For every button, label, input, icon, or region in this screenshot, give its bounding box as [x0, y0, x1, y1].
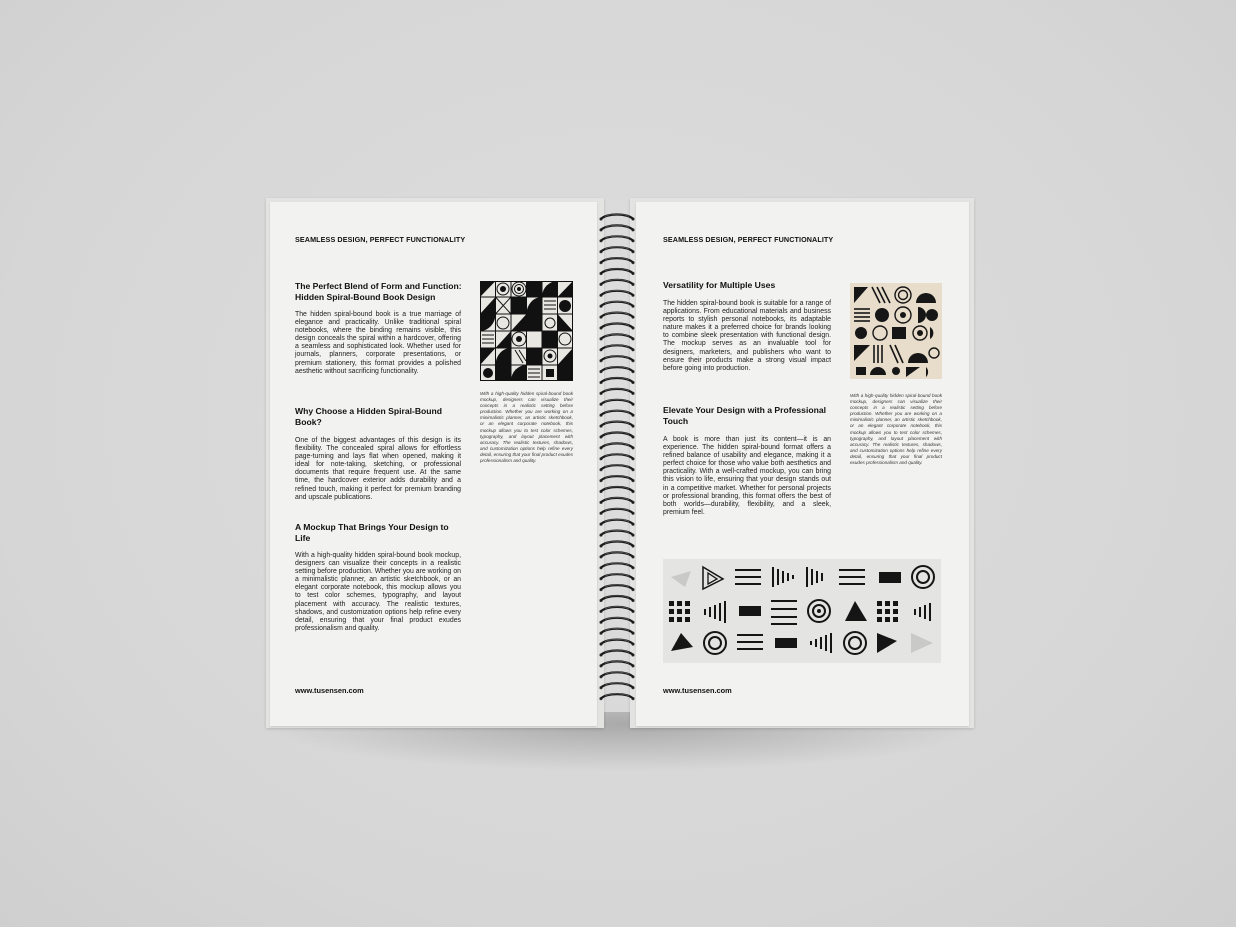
spiral-coil: [599, 607, 634, 613]
spiral-coil: [599, 421, 634, 427]
spiral-coil: [599, 334, 634, 340]
spiral-coil: [599, 214, 634, 220]
heading-form-function: The Perfect Blend of Form and Function: Hidden Spiral-Bound Book Design: [295, 281, 462, 302]
spiral-coil: [599, 650, 634, 656]
right-page: [636, 202, 969, 726]
spiral-coil: [599, 432, 634, 438]
spiral-coil: [599, 312, 634, 318]
heading-elevate: Elevate Your Design with a Professional Touch: [663, 405, 827, 426]
heading-why-choose: Why Choose a Hidden Spiral-Bound Book?: [295, 406, 443, 427]
running-head: SEAMLESS DESIGN, PERFECT FUNCTIONALITY: [295, 235, 466, 244]
image-caption: With a high-quality hidden spiral-bound book mockup, designers can visualize their concepts in a realistic setting before production. Whether you are working on a minimalistic planner, an artistic sketchbook, or an elegant corporate notebook, this mockup allows you to test color schemes, typography, and layout placement with accuracy. The realistic textures, shadows, and customization options help refine every detail, ensuring that your final product exudes professionalism and quality.: [480, 391, 573, 464]
spiral-coil: [599, 476, 634, 482]
spiral-coil: [599, 694, 634, 700]
spiral-coil: [599, 672, 634, 678]
footer-url: www.tusensen.com: [663, 686, 732, 695]
spiral-coil: [599, 454, 634, 460]
spiral-coil: [599, 661, 634, 667]
heading-mockup: A Mockup That Brings Your Design to Life: [295, 522, 449, 543]
spiral-coil: [599, 301, 634, 307]
left-page: [270, 202, 597, 726]
spiral-coil: [599, 628, 634, 634]
spiral-coil: [599, 367, 634, 373]
running-head: SEAMLESS DESIGN, PERFECT FUNCTIONALITY: [663, 235, 834, 244]
spiral-coil: [599, 258, 634, 264]
spiral-coil: [599, 541, 634, 547]
spiral-coil: [599, 618, 634, 624]
spiral-coil: [599, 530, 634, 536]
spiral-coil: [599, 596, 634, 602]
spiral-coil: [599, 323, 634, 329]
paragraph-mockup: With a high-quality hidden spiral-bound book mockup, designers can visualize their concepts in a realistic setting before production. Whether you are working on a minimalistic planner, an artistic sketchbook, or an elegant corporate notebook, this mockup allows you to test color schemes, typography, and layout placement with accuracy. The realistic textures, shadows, and customization options help refine every detail, ensuring that your final product exudes professionalism and quality.: [295, 552, 461, 632]
spiral-coil: [599, 509, 634, 515]
spiral-coil: [599, 552, 634, 558]
spiral-coil: [599, 443, 634, 449]
beige-pattern-image: [850, 283, 942, 379]
spiral-coil: [599, 269, 634, 275]
spiral-coil: [599, 356, 634, 362]
spiral-coil: [599, 683, 634, 689]
spiral-coil: [599, 247, 634, 253]
spiral-coil: [599, 236, 634, 242]
spiral-coil: [599, 291, 634, 297]
heading-versatility: Versatility for Multiple Uses: [663, 280, 776, 290]
paragraph-intro: The hidden spiral-bound book is a true marriage of elegance and practicality. Unlike traditional spiral notebooks, where the binding remains visible, this design conceals the spiral within a hardcover, offering a seamless and sophisticated look. Whether used for journals, planners, corporate presentations, or premium stationery, this format provides a polished aesthetic without sacrificing functionality.: [295, 311, 461, 375]
spiral-coil: [599, 410, 634, 416]
spiral-coil: [599, 639, 634, 645]
paragraph-why-choose: One of the biggest advantages of this design is its flexibility. The concealed spiral allows for effortless page-turning and lays flat when opened, making it ideal for note-taking, sketching, or professional documents that require frequent use. At the same time, the hardcover exterior adds durability and a refined touch, making it perfect for premium branding and upscale publications.: [295, 437, 461, 501]
spiral-coil: [599, 465, 634, 471]
spiral-coil: [599, 498, 634, 504]
spiral-coil: [599, 225, 634, 231]
spiral-coil: [599, 389, 634, 395]
spiral-coil: [599, 345, 634, 351]
image-caption: With a high-quality hidden spiral-bound book mockup, designers can visualize their concepts in a realistic setting before production. Whether you are working on a minimalistic planner, an artistic sketchbook, or an elegant corporate notebook, this mockup allows you to test color schemes, typography, and layout placement with accuracy. The realistic textures, shadows, and customization options help refine every detail, ensuring that your final product exudes professionalism and quality.: [850, 393, 942, 466]
spiral-coil: [599, 378, 634, 384]
spiral-coil: [599, 400, 634, 406]
paragraph-versatility: The hidden spiral-bound book is suitable for a range of applications. From educational materials and business reports to stylish personal notebooks, its adaptable nature makes it a preferred choice for brands looking to combine sleek presentation with functional design. The mockup serves as an invaluable tool for designers, marketers, and publishers who want to ensure their products make a strong visual impact before going into production.: [663, 300, 831, 372]
spiral-coil: [599, 487, 634, 493]
paragraph-elevate: A book is more than just its content—it is an experience. The hidden spiral-bound format offers a refined balance of usability and elegance, making it a perfect choice for those who value both aesthetics and practicality. With a well-crafted mockup, you can bring this vision to life, ensuring that your design stands out in a competitive market. Whether for personal projects or professional branding, this format offers the best of both worlds—durability, flexibility, and a sleek, premium feel.: [663, 436, 831, 516]
icon-strip-image: [663, 559, 941, 663]
footer-url: www.tusensen.com: [295, 686, 364, 695]
spiral-binding: [596, 210, 638, 710]
spiral-coil: [599, 280, 634, 286]
spiral-coil: [599, 585, 634, 591]
spiral-coil: [599, 574, 634, 580]
geometric-pattern-image: [480, 281, 573, 381]
spiral-coil: [599, 563, 634, 569]
spiral-coil: [599, 519, 634, 525]
